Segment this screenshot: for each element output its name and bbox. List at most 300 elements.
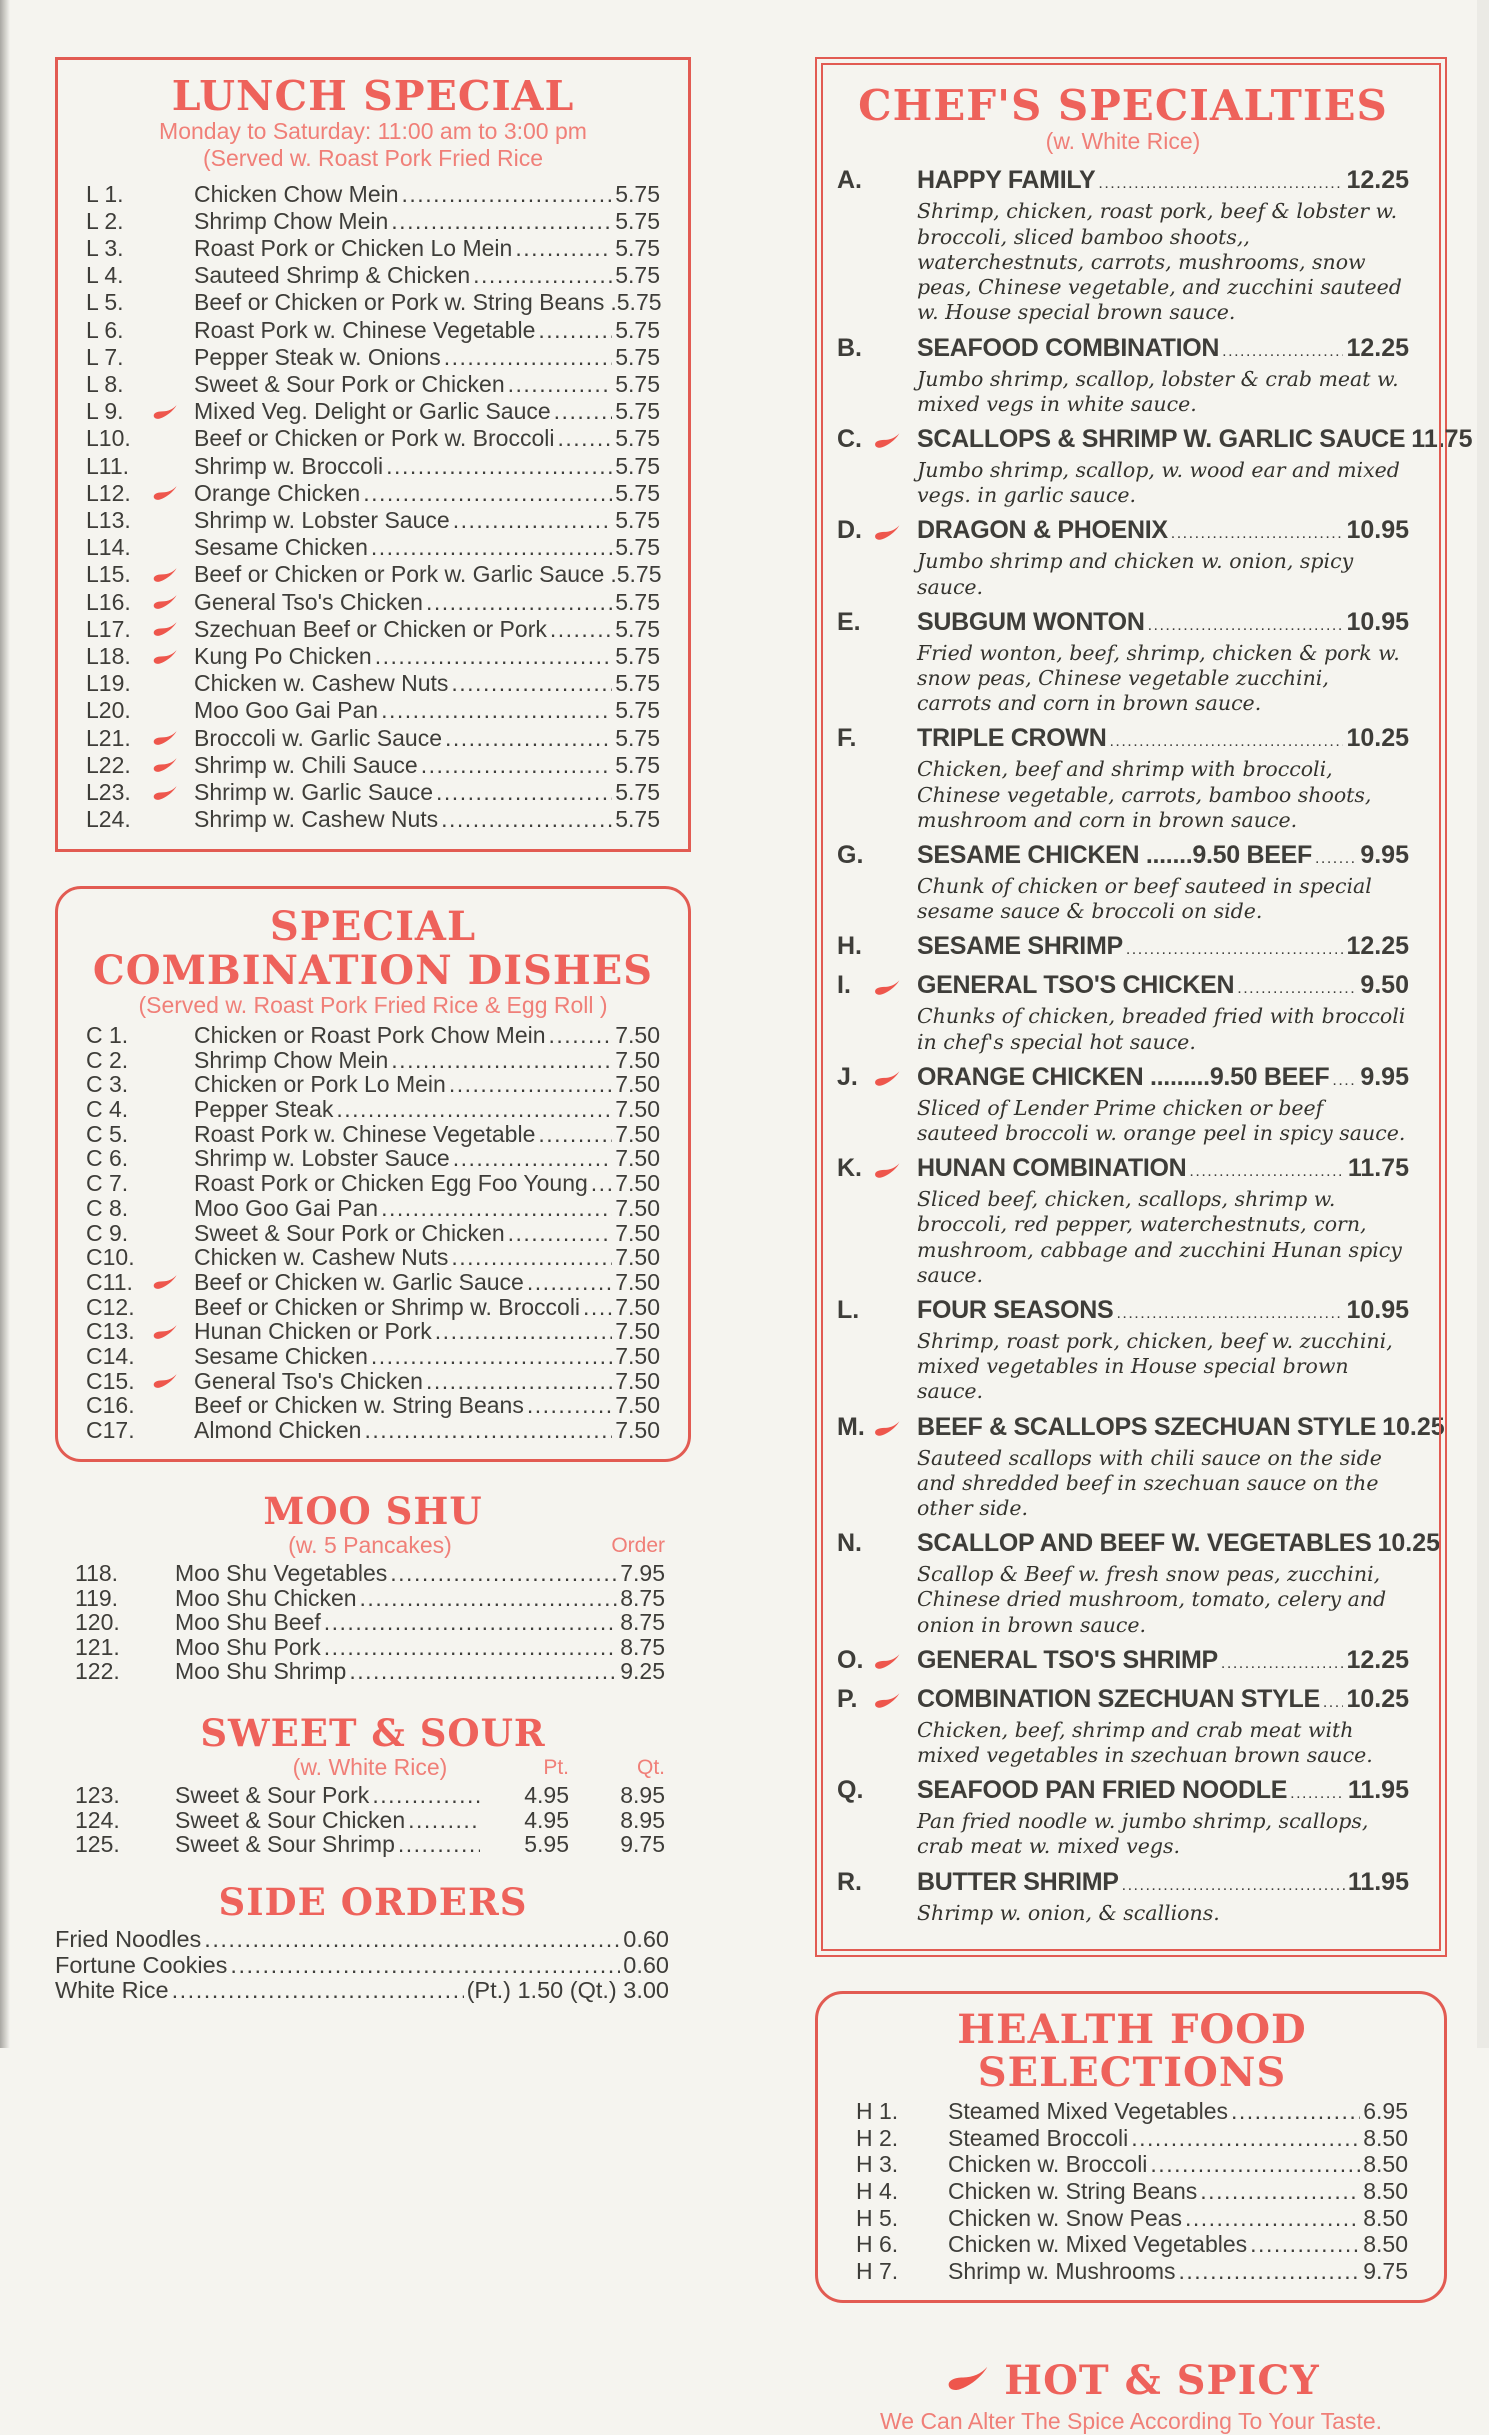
item-name: Pepper Steak xyxy=(194,1096,334,1122)
menu-item-row xyxy=(55,1978,669,2004)
item-name: HAPPY FAMILY xyxy=(917,166,1096,195)
item-letter: A. xyxy=(837,166,862,195)
dotted-leader xyxy=(549,1023,613,1048)
menu-item-row xyxy=(75,1808,665,1833)
item-price: 5.75 xyxy=(615,588,660,615)
item-description: Chunk of chicken or beef sauteed in special sesame sauce & broccoli on side. xyxy=(917,873,1372,924)
item-price: 7.50 xyxy=(615,1071,660,1098)
dotted-leader xyxy=(451,1245,612,1270)
item-number: C11. xyxy=(86,1268,133,1295)
item-name: SCALLOPS & SHRIMP W. GARLIC SAUCE xyxy=(917,424,1406,453)
item-number: L12. xyxy=(86,479,131,506)
item-letter: B. xyxy=(837,333,862,362)
item-name: Beef or Chicken or Pork w. String Beans xyxy=(194,289,605,316)
specialty-item xyxy=(837,1645,1409,1679)
item-price: 7.50 xyxy=(615,1046,660,1073)
item-number: L 1. xyxy=(86,180,124,207)
specialty-item xyxy=(837,931,1409,965)
item-price: 12.25 xyxy=(1346,333,1409,362)
item-price: 12.25 xyxy=(1346,166,1409,195)
item-number: C 9. xyxy=(86,1219,129,1246)
dotted-leader xyxy=(557,425,612,452)
item-name: Sesame Chicken xyxy=(194,1343,368,1370)
dotted-leader xyxy=(371,534,612,561)
item-price: 9.75 xyxy=(1363,2257,1408,2284)
chili-icon xyxy=(150,567,194,583)
menu-item-row xyxy=(86,1072,660,1097)
item-price: 7.50 xyxy=(615,1318,660,1345)
item-number: C10. xyxy=(86,1244,135,1271)
item-number: H 2. xyxy=(856,2124,899,2151)
menu-item-row xyxy=(55,1927,669,1953)
item-price: 9.25 xyxy=(620,1658,665,1685)
item-name: Fortune Cookies xyxy=(55,1951,228,1978)
item-name: Shrimp w. Garlic Sauce xyxy=(194,778,434,805)
dotted-leader xyxy=(402,181,613,208)
item-price: 7.50 xyxy=(615,1367,660,1394)
item-name: Chicken or Pork Lo Mein xyxy=(194,1071,446,1098)
item-number: C13. xyxy=(86,1318,135,1345)
item-price: 8.75 xyxy=(620,1633,665,1660)
menu-item-row xyxy=(86,1023,660,1048)
item-name: Chicken w. Snow Peas xyxy=(948,2204,1182,2231)
menu-item-row xyxy=(86,425,660,452)
menu-item-row xyxy=(837,607,1409,641)
lunch-special-subtitle-2: (Served w. Roast Pork Fried Rice xyxy=(202,145,543,172)
chili-icon xyxy=(150,1373,194,1389)
item-name: Almond Chicken xyxy=(194,1417,362,1444)
item-price-quart: 9.75 xyxy=(620,1831,665,1858)
menu-item-row xyxy=(86,752,660,779)
item-price: 11.75 xyxy=(1411,424,1473,453)
dotted-leader xyxy=(371,1344,612,1369)
item-name: FOUR SEASONS xyxy=(917,1295,1114,1324)
item-number: L21. xyxy=(86,724,131,751)
menu-item-row xyxy=(837,1412,1445,1446)
item-name: Shrimp w. Broccoli xyxy=(194,452,384,479)
item-name: Sweet & Sour Shrimp xyxy=(175,1831,395,1858)
item-letter: K. xyxy=(837,1154,862,1183)
dotted-leader xyxy=(1185,2205,1360,2232)
item-number: C16. xyxy=(86,1392,135,1419)
chili-icon xyxy=(871,979,917,996)
dotted-leader xyxy=(1222,337,1343,367)
hot-spicy-note xyxy=(815,2357,1447,2435)
dotted-leader xyxy=(1126,935,1344,965)
dotted-leader xyxy=(1323,1688,1344,1718)
item-price: 5.75 xyxy=(615,506,660,533)
item-price: 7.95 xyxy=(620,1559,665,1586)
dotted-leader xyxy=(527,1393,612,1418)
chefs-specialties-subtitle: (w. White Rice) xyxy=(1045,128,1201,155)
dotted-leader xyxy=(1221,1649,1344,1679)
health-food-title: HEALTH FOOD SELECTIONS xyxy=(957,2005,1307,2096)
item-description: Fried wonton, beef, shrimp, chicken & pork w. snow peas, Chinese vegetable zucchini, carrots and corn in brown sauce. xyxy=(917,640,1400,716)
item-name: GENERAL TSO'S SHRIMP xyxy=(917,1645,1218,1674)
specialty-item xyxy=(837,424,1473,508)
menu-item-row xyxy=(86,1393,660,1418)
item-price-pint: 4.95 xyxy=(524,1781,569,1808)
item-price: 9.95 xyxy=(1360,1062,1409,1091)
special-combination-items xyxy=(86,1023,660,1443)
item-name: Sweet & Sour Pork xyxy=(175,1781,370,1808)
item-letter: I. xyxy=(837,971,851,1000)
item-price: 10.25 xyxy=(1382,1412,1445,1441)
item-price: 5.75 xyxy=(615,234,660,261)
item-number: L 4. xyxy=(86,262,124,289)
item-price: 5.75 xyxy=(615,370,660,397)
dotted-leader xyxy=(444,344,612,371)
item-number: L17. xyxy=(86,615,131,642)
menu-item-row xyxy=(86,1146,660,1171)
item-name: Chicken w. Mixed Vegetables xyxy=(948,2231,1248,2258)
lunch-special-title: LUNCH SPECIAL xyxy=(171,72,575,120)
menu-item-row xyxy=(837,1062,1409,1096)
menu-item-row xyxy=(86,1097,660,1122)
item-name: Steamed Broccoli xyxy=(948,2124,1129,2151)
menu-item-row xyxy=(86,725,660,752)
item-price: 5.75 xyxy=(615,670,660,697)
item-number: C15. xyxy=(86,1367,135,1394)
item-name: DRAGON & PHOENIX xyxy=(917,516,1168,545)
dotted-leader xyxy=(550,616,612,643)
menu-item-row xyxy=(86,1295,660,1320)
qt-column-label: Qt. xyxy=(636,1755,665,1779)
item-number: 118. xyxy=(75,1559,119,1586)
dotted-leader xyxy=(508,371,613,398)
item-name: Chicken Chow Mein xyxy=(194,180,399,207)
menu-item-row xyxy=(86,1221,660,1246)
item-price: 7.50 xyxy=(615,1219,660,1246)
item-price-quart: 8.95 xyxy=(620,1806,665,1833)
health-food-section xyxy=(815,1991,1447,2304)
specialty-item xyxy=(837,1062,1409,1146)
menu-item-row xyxy=(837,840,1409,874)
item-name: Shrimp Chow Mein xyxy=(194,1046,389,1073)
dotted-leader xyxy=(398,1832,480,1857)
item-number: L13. xyxy=(86,506,131,533)
dotted-leader xyxy=(583,1295,612,1320)
item-name: Roast Pork w. Chinese Vegetable xyxy=(194,1120,536,1147)
item-price: 6.95 xyxy=(1363,2098,1408,2125)
item-description: Sliced of Lender Prime chicken or beef sauteed broccoli w. orange peel in spicy sauce. xyxy=(917,1095,1406,1145)
sweet-sour-section xyxy=(55,1710,691,1858)
item-number: 124. xyxy=(75,1806,120,1833)
menu-item-row xyxy=(837,515,1409,549)
dotted-leader xyxy=(527,1270,612,1295)
chili-icon xyxy=(150,621,194,637)
menu-item-row xyxy=(86,453,660,480)
item-number: 119. xyxy=(75,1584,119,1611)
chili-icon xyxy=(871,432,917,449)
dotted-leader xyxy=(435,1319,612,1344)
item-number: C 3. xyxy=(86,1071,129,1098)
item-name: Shrimp Chow Mein xyxy=(194,207,389,234)
item-number: L19. xyxy=(86,670,131,697)
chili-icon xyxy=(150,1324,194,1340)
lunch-special-subtitle: Monday to Saturday: 11:00 am to 3:00 pm xyxy=(159,118,587,145)
item-price: 10.95 xyxy=(1346,1295,1409,1324)
item-name: SUBGUM WONTON xyxy=(917,607,1145,636)
item-letter: M. xyxy=(837,1412,865,1441)
item-name: Sweet & Sour Pork or Chicken xyxy=(194,370,505,397)
item-letter: E. xyxy=(837,607,861,636)
menu-item-row xyxy=(86,1344,660,1369)
dotted-leader xyxy=(1189,1157,1344,1187)
item-name: Beef or Chicken or Pork w. Broccoli xyxy=(194,425,555,452)
chili-icon xyxy=(150,649,194,665)
specialty-item xyxy=(837,1775,1409,1859)
dotted-leader xyxy=(1231,2098,1360,2125)
item-price: 10.25 xyxy=(1346,724,1409,753)
item-price: 11.75 xyxy=(1347,1154,1409,1183)
item-name: Moo Shu Pork xyxy=(175,1633,321,1660)
item-price: .5.75 xyxy=(610,561,662,588)
item-name: Mixed Veg. Delight or Garlic Sauce xyxy=(194,398,551,425)
item-number: 122. xyxy=(75,1658,120,1685)
item-price: 7.50 xyxy=(615,1244,660,1271)
item-name: Beef or Chicken or Pork w. Garlic Sauce xyxy=(194,561,605,588)
moo-shu-subtitle: (w. 5 Pancakes) xyxy=(288,1531,452,1558)
item-name: Sweet & Sour Pork or Chicken xyxy=(194,1219,505,1246)
item-name: SEAFOOD PAN FRIED NOODLE xyxy=(917,1776,1288,1805)
item-number: C14. xyxy=(86,1343,135,1370)
item-letter: Q. xyxy=(837,1776,864,1805)
item-number: C 5. xyxy=(86,1120,129,1147)
menu-item-row xyxy=(837,1528,1441,1562)
item-price: 5.75 xyxy=(615,207,660,234)
dotted-leader xyxy=(363,480,612,507)
dotted-leader xyxy=(1237,974,1357,1004)
item-price: 8.50 xyxy=(1363,2177,1408,2204)
item-number: C 4. xyxy=(86,1096,129,1122)
special-combination-title: SPECIAL COMBINATION DISHES xyxy=(92,903,654,994)
menu-item-row xyxy=(86,670,660,697)
item-name: Roast Pork w. Chinese Vegetable xyxy=(194,316,536,343)
item-description: Shrimp, chicken, roast pork, beef & lobster w. broccoli, sliced bamboo shoots,, waterchestnuts, carrots, mushrooms, snow peas, Chinese vegetable, and zucchini sauteed w. House special brown sauce. xyxy=(917,199,1402,325)
menu-item-row xyxy=(75,1586,665,1611)
dotted-leader xyxy=(336,1097,612,1122)
dotted-leader xyxy=(445,725,612,752)
item-name: White Rice xyxy=(55,1977,169,2004)
moo-shu-title: MOO SHU xyxy=(263,1488,483,1533)
item-price: 8.50 xyxy=(1363,2151,1408,2178)
item-name: Sesame Chicken xyxy=(194,534,368,561)
menu-item-row xyxy=(86,1048,660,1073)
dotted-leader xyxy=(172,1978,464,2004)
hot-spicy-title: HOT & SPICY xyxy=(1004,2357,1320,2405)
item-price: 7.50 xyxy=(615,1145,660,1172)
dotted-leader xyxy=(349,1659,617,1684)
item-price-pint: 5.95 xyxy=(524,1831,569,1858)
item-name: Moo Shu Vegetables xyxy=(175,1559,388,1586)
item-letter: P. xyxy=(837,1684,858,1713)
menu-item-row xyxy=(856,2151,1408,2178)
specialty-item xyxy=(837,723,1409,833)
item-number: 121. xyxy=(75,1633,120,1660)
chili-icon xyxy=(150,785,194,801)
specialty-item xyxy=(837,165,1409,325)
dotted-leader xyxy=(508,1221,613,1246)
menu-item-row xyxy=(837,165,1409,199)
dotted-leader xyxy=(372,1783,480,1808)
specialty-item xyxy=(837,607,1409,717)
dotted-leader xyxy=(1148,611,1344,641)
sweet-sour-subtitle: (w. White Rice) xyxy=(292,1753,448,1780)
hot-spicy-subtitle: We Can Alter The Spice According To Your Taste. xyxy=(879,2408,1383,2435)
dotted-leader xyxy=(449,1072,612,1097)
item-name: Hunan Chicken or Pork xyxy=(194,1318,432,1345)
item-description: Chicken, beef, shrimp and crab meat with mixed vegetables in szechuan brown sauce. xyxy=(917,1717,1373,1767)
item-number: H 3. xyxy=(856,2151,899,2178)
item-price-pint: 4.95 xyxy=(524,1806,569,1833)
menu-item-row xyxy=(837,1684,1409,1718)
menu-item-row xyxy=(837,970,1409,1004)
dotted-leader xyxy=(1171,519,1344,549)
special-combination-section xyxy=(55,886,691,1461)
item-price: 7.50 xyxy=(615,1021,660,1048)
chili-icon xyxy=(871,1420,917,1437)
item-name: HUNAN COMBINATION xyxy=(917,1154,1187,1183)
item-price: 5.75 xyxy=(615,180,660,207)
item-name: ORANGE CHICKEN .........9.50 BEEF xyxy=(917,1062,1330,1091)
dotted-leader xyxy=(1116,1299,1343,1329)
item-name: SESAME CHICKEN .......9.50 BEEF xyxy=(917,840,1312,869)
menu-item-row xyxy=(86,561,660,588)
item-description: Shrimp w. onion, & scallions. xyxy=(917,1900,1220,1925)
item-price: 8.75 xyxy=(620,1609,665,1636)
item-name: Moo Goo Gai Pan xyxy=(194,1194,379,1221)
item-price: 10.95 xyxy=(1346,607,1409,636)
item-number: L 5. xyxy=(86,289,124,316)
item-name: Orange Chicken xyxy=(194,479,361,506)
dotted-leader xyxy=(324,1635,617,1660)
item-name: TRIPLE CROWN xyxy=(917,724,1107,753)
item-price: 11.95 xyxy=(1347,1867,1409,1896)
menu-item-row xyxy=(75,1659,665,1684)
item-name: General Tso's Chicken xyxy=(194,1367,423,1394)
menu-item-row xyxy=(86,1171,660,1196)
item-name: Chicken w. Cashew Nuts xyxy=(194,670,449,697)
item-number: C 7. xyxy=(86,1170,129,1197)
menu-item-row xyxy=(86,534,660,561)
menu-item-row xyxy=(837,333,1409,367)
menu-item-row xyxy=(856,2205,1408,2232)
side-orders-section xyxy=(55,1879,691,2004)
item-number: C17. xyxy=(86,1417,135,1444)
menu-item-row xyxy=(86,1418,660,1443)
item-description: Jumbo shrimp, scallop, w. wood ear and mixed vegs. in garlic sauce. xyxy=(917,457,1400,508)
specialty-item xyxy=(837,970,1409,1054)
item-letter: R. xyxy=(837,1867,862,1896)
menu-item-row xyxy=(837,424,1473,458)
item-number: 125. xyxy=(75,1831,120,1858)
item-name: Chicken w. Broccoli xyxy=(948,2151,1148,2178)
item-number: L20. xyxy=(86,697,131,724)
chili-icon xyxy=(871,1070,917,1087)
item-price: 7.50 xyxy=(615,1194,660,1221)
specialty-item xyxy=(837,515,1409,599)
dotted-leader xyxy=(1131,2125,1360,2152)
item-price: 11.95 xyxy=(1347,1776,1409,1805)
menu-item-row xyxy=(86,643,660,670)
item-number: L11. xyxy=(86,452,130,479)
dotted-leader xyxy=(426,589,612,616)
item-name: Shrimp w. Chili Sauce xyxy=(194,751,418,778)
item-price: 0.60 xyxy=(623,1951,669,1978)
item-price: 5.75 xyxy=(615,398,660,425)
item-price: 5.75 xyxy=(615,751,660,778)
moo-shu-section xyxy=(55,1488,691,1685)
item-price: 5.75 xyxy=(615,642,660,669)
item-name: Steamed Mixed Vegetables xyxy=(948,2098,1229,2125)
dotted-leader xyxy=(1332,1066,1357,1096)
item-description: Scallop & Beef w. fresh snow peas, zucchini, Chinese dried mushroom, tomato, celery and onion in brown sauce. xyxy=(917,1562,1387,1637)
specialty-item xyxy=(837,333,1409,417)
item-price: 8.50 xyxy=(1363,2124,1408,2151)
item-letter: G. xyxy=(837,840,864,869)
item-number: H 4. xyxy=(856,2177,899,2204)
dotted-leader xyxy=(360,1586,618,1611)
item-description: Sauteed scallops with chili sauce on the side and shredded beef in szechuan sauce on the other side. xyxy=(917,1445,1382,1520)
menu-item-row xyxy=(75,1832,665,1857)
item-price: 7.50 xyxy=(615,1417,660,1444)
item-number: L14. xyxy=(86,534,131,561)
item-number: H 5. xyxy=(856,2204,899,2231)
dotted-leader xyxy=(1200,2178,1360,2205)
chefs-specialties-title: CHEF'S SPECIALTIES xyxy=(858,81,1388,130)
item-price: 7.50 xyxy=(615,1268,660,1295)
dotted-leader xyxy=(230,1953,620,1979)
dotted-leader xyxy=(390,1561,617,1586)
item-number: L16. xyxy=(86,588,131,615)
dotted-leader xyxy=(1122,1871,1345,1901)
specialty-item xyxy=(837,1684,1409,1768)
item-price: 7.50 xyxy=(615,1096,660,1122)
dotted-leader xyxy=(453,1146,613,1171)
item-price: 7.50 xyxy=(615,1392,660,1419)
scan-edge-artifact-right xyxy=(1477,0,1489,2048)
menu-item-row xyxy=(86,289,660,316)
item-number: H 1. xyxy=(856,2098,899,2125)
item-name: SCALLOP AND BEEF W. VEGETABLES xyxy=(917,1529,1372,1558)
item-price: 5.75 xyxy=(615,615,660,642)
item-price: 8.50 xyxy=(1363,2231,1408,2258)
dotted-leader xyxy=(426,1369,612,1394)
menu-item-row xyxy=(86,1196,660,1221)
chili-icon xyxy=(150,404,194,420)
item-description: Shrimp, roast pork, chicken, beef w. zucchini, mixed vegetables in House special brown sauce. xyxy=(917,1328,1393,1404)
item-number: L18. xyxy=(86,642,131,669)
item-number: H 7. xyxy=(856,2257,899,2284)
item-number: L24. xyxy=(86,806,131,833)
chili-icon xyxy=(150,1274,194,1290)
item-price: 7.50 xyxy=(615,1120,660,1147)
dotted-leader xyxy=(408,1808,480,1833)
item-letter: O. xyxy=(837,1645,864,1674)
item-name: Beef or Chicken w. String Beans xyxy=(194,1392,524,1419)
item-number: L 2. xyxy=(86,207,124,234)
menu-item-row xyxy=(86,480,660,507)
specialty-item xyxy=(837,840,1409,924)
item-name: Shrimp w. Lobster Sauce xyxy=(194,506,450,533)
pt-column-label: Pt. xyxy=(543,1755,569,1779)
chili-icon xyxy=(871,1653,917,1670)
moo-shu-items xyxy=(75,1561,665,1684)
item-name: Moo Shu Shrimp xyxy=(175,1658,347,1685)
item-number: L23. xyxy=(86,778,131,805)
menu-item-row xyxy=(837,723,1409,757)
